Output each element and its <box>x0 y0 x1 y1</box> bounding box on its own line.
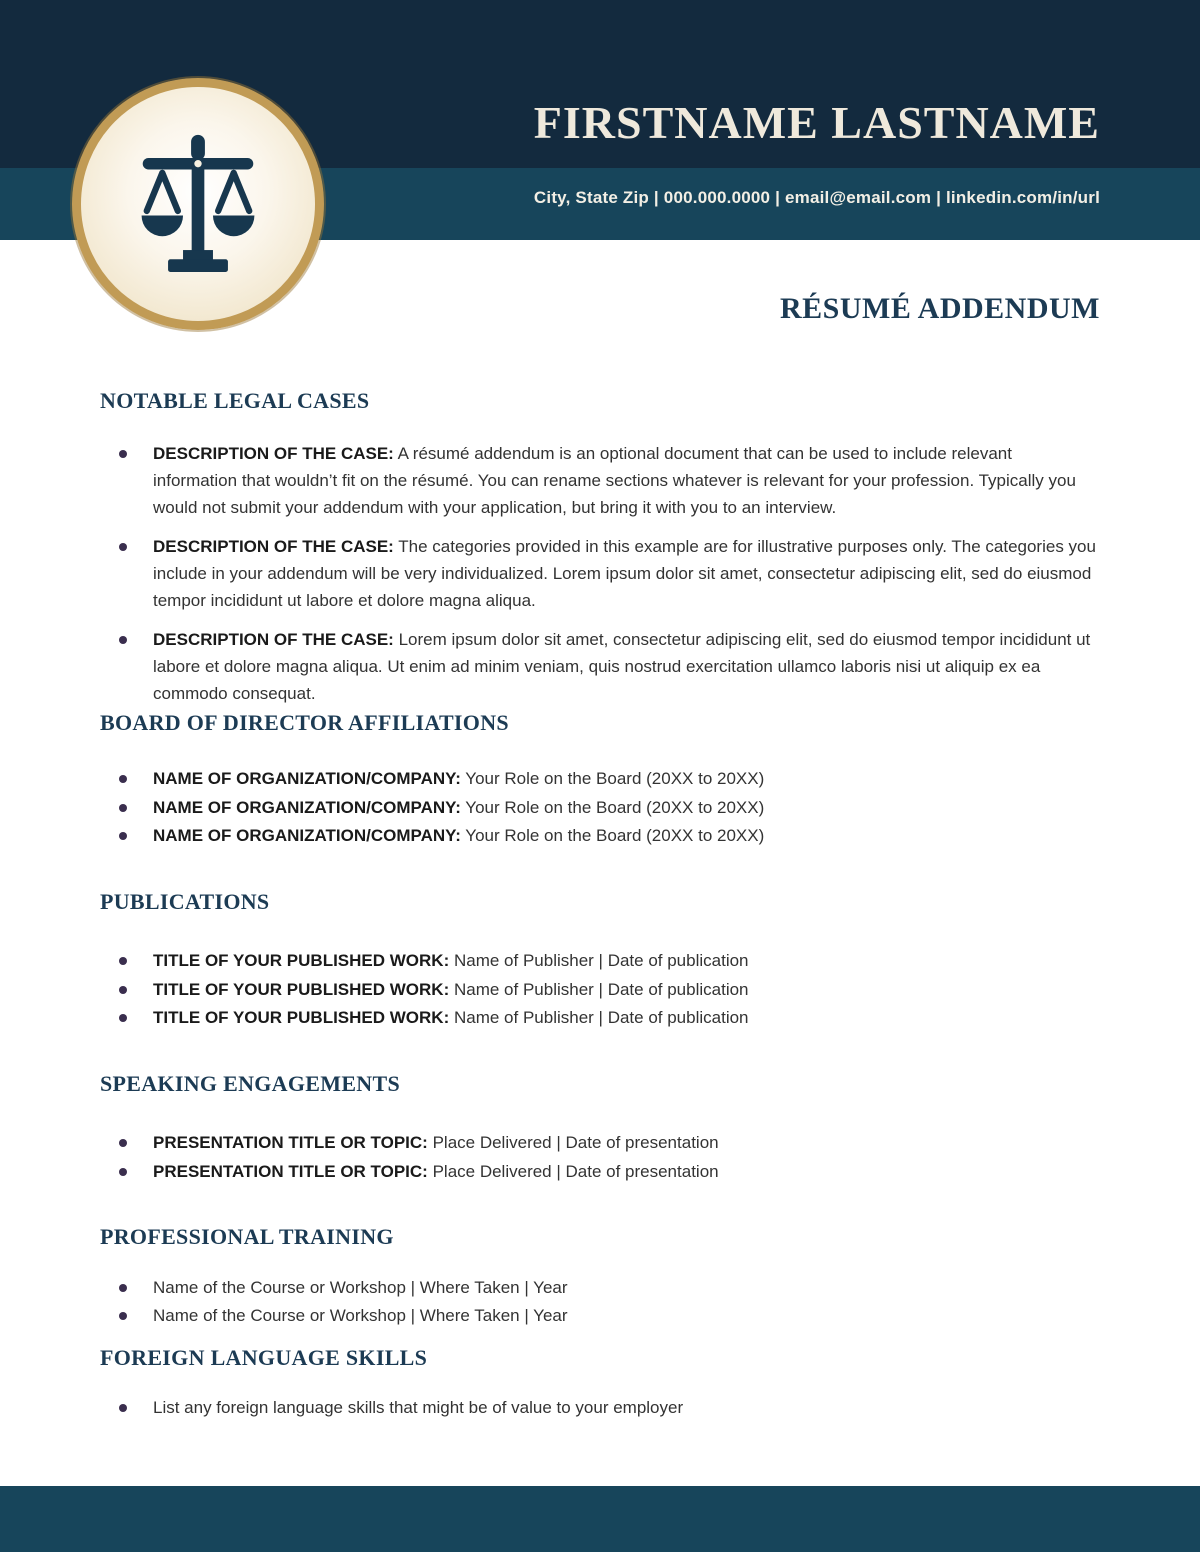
document-title: RÉSUMÉ ADDENDUM <box>779 292 1100 325</box>
item-text: Your Role on the Board (20XX to 20XX) <box>465 769 765 788</box>
list-item <box>153 1394 1100 1421</box>
item-text: Place Delivered | Date of presentation <box>432 1161 719 1181</box>
item-text: The categories provided in this example are for illustrative purposes only. The categories you include in your addendum will be very individualized. Lorem ipsum dolor sit amet, consectetur adipiscing elit, sed do eiusmod tempor incididunt ut labore et dolore magna aliqua. <box>153 537 1096 610</box>
item-text: List any foreign language skills that might be of value to your employer <box>153 1398 684 1417</box>
list-item <box>153 1004 1100 1031</box>
list-item <box>153 1158 1100 1185</box>
scales-of-justice-icon <box>112 128 284 280</box>
section-heading: SPEAKING ENGAGEMENTS <box>100 1071 400 1096</box>
list-item <box>153 1302 1100 1329</box>
list-item <box>153 765 1100 792</box>
section-publications <box>100 890 1100 1031</box>
item-text: Your Role on the Board (20XX to 20XX) <box>465 826 765 845</box>
item-lead: PRESENTATION TITLE OR TOPIC: <box>153 1161 428 1181</box>
section-heading: NOTABLE LEGAL CASES <box>100 388 370 413</box>
document-body <box>100 389 1100 1421</box>
list-item <box>153 533 1100 614</box>
item-text: A résumé addendum is an optional document that can be used to include relevant information that wouldn’t fit on the résumé. You can rename sections whatever is relevant for your profession. Typically you would not submit your addendum with your application, but bring it with you to an interview. <box>153 444 1076 517</box>
section-notable-legal-cases <box>100 389 1100 707</box>
item-text: Name of Publisher | Date of publication <box>453 951 749 970</box>
bullet-list <box>100 765 1100 849</box>
bullet-list <box>100 947 1100 1031</box>
item-lead: DESCRIPTION OF THE CASE: <box>153 444 394 463</box>
item-lead: NAME OF ORGANIZATION/COMPANY: <box>153 769 461 788</box>
list-item <box>153 976 1100 1003</box>
item-lead: NAME OF ORGANIZATION/COMPANY: <box>153 826 461 845</box>
item-text: Name of the Course or Workshop | Where Taken | Year <box>153 1277 568 1297</box>
list-item <box>153 794 1100 821</box>
item-text: Lorem ipsum dolor sit amet, consectetur adipiscing elit, sed do eiusmod tempor incididunt ut labore et dolore magna aliqua. Ut enim ad minim veniam, quis nostrud exercitation ullamco laboris nisi ut aliquip ex ea commodo consequat. <box>153 630 1091 703</box>
list-item <box>153 440 1100 521</box>
item-lead: TITLE OF YOUR PUBLISHED WORK: <box>153 1008 450 1027</box>
item-text: Name of Publisher | Date of publication <box>453 1008 749 1027</box>
contact-line: City, State Zip | 000.000.0000 | email@email.com | linkedin.com/in/url <box>533 188 1100 207</box>
bullet-list <box>100 440 1100 707</box>
bullet-list <box>100 1274 1100 1330</box>
item-text: Name of Publisher | Date of publication <box>453 979 749 999</box>
item-lead: TITLE OF YOUR PUBLISHED WORK: <box>153 951 450 970</box>
person-name: FIRSTNAME LASTNAME <box>533 97 1100 148</box>
logo-badge <box>72 78 324 330</box>
item-text: Name of the Course or Workshop | Where Taken | Year <box>153 1306 568 1325</box>
list-item <box>153 822 1100 849</box>
list-item <box>153 947 1100 974</box>
section-speaking-engagements <box>100 1072 1100 1185</box>
bullet-list <box>100 1394 1100 1421</box>
item-text: Your Role on the Board (20XX to 20XX) <box>465 797 765 817</box>
item-lead: TITLE OF YOUR PUBLISHED WORK: <box>153 979 450 999</box>
section-heading: FOREIGN LANGUAGE SKILLS <box>100 1345 428 1370</box>
section-heading: PROFESSIONAL TRAINING <box>100 1223 394 1249</box>
item-lead: NAME OF ORGANIZATION/COMPANY: <box>153 797 461 817</box>
item-lead: PRESENTATION TITLE OR TOPIC: <box>153 1133 428 1152</box>
item-lead: DESCRIPTION OF THE CASE: <box>153 630 394 649</box>
item-lead: DESCRIPTION OF THE CASE: <box>153 537 394 556</box>
section-professional-training <box>100 1225 1100 1330</box>
section-foreign-language-skills <box>100 1346 1100 1421</box>
list-item <box>153 1129 1100 1156</box>
list-item <box>153 1274 1100 1301</box>
bullet-list <box>100 1129 1100 1185</box>
section-board-affiliations <box>100 711 1100 849</box>
item-text: Place Delivered | Date of presentation <box>432 1133 719 1152</box>
section-heading: PUBLICATIONS <box>100 889 270 914</box>
section-heading: BOARD OF DIRECTOR AFFILIATIONS <box>100 710 509 735</box>
footer-bar <box>0 1486 1200 1552</box>
list-item <box>153 626 1100 707</box>
